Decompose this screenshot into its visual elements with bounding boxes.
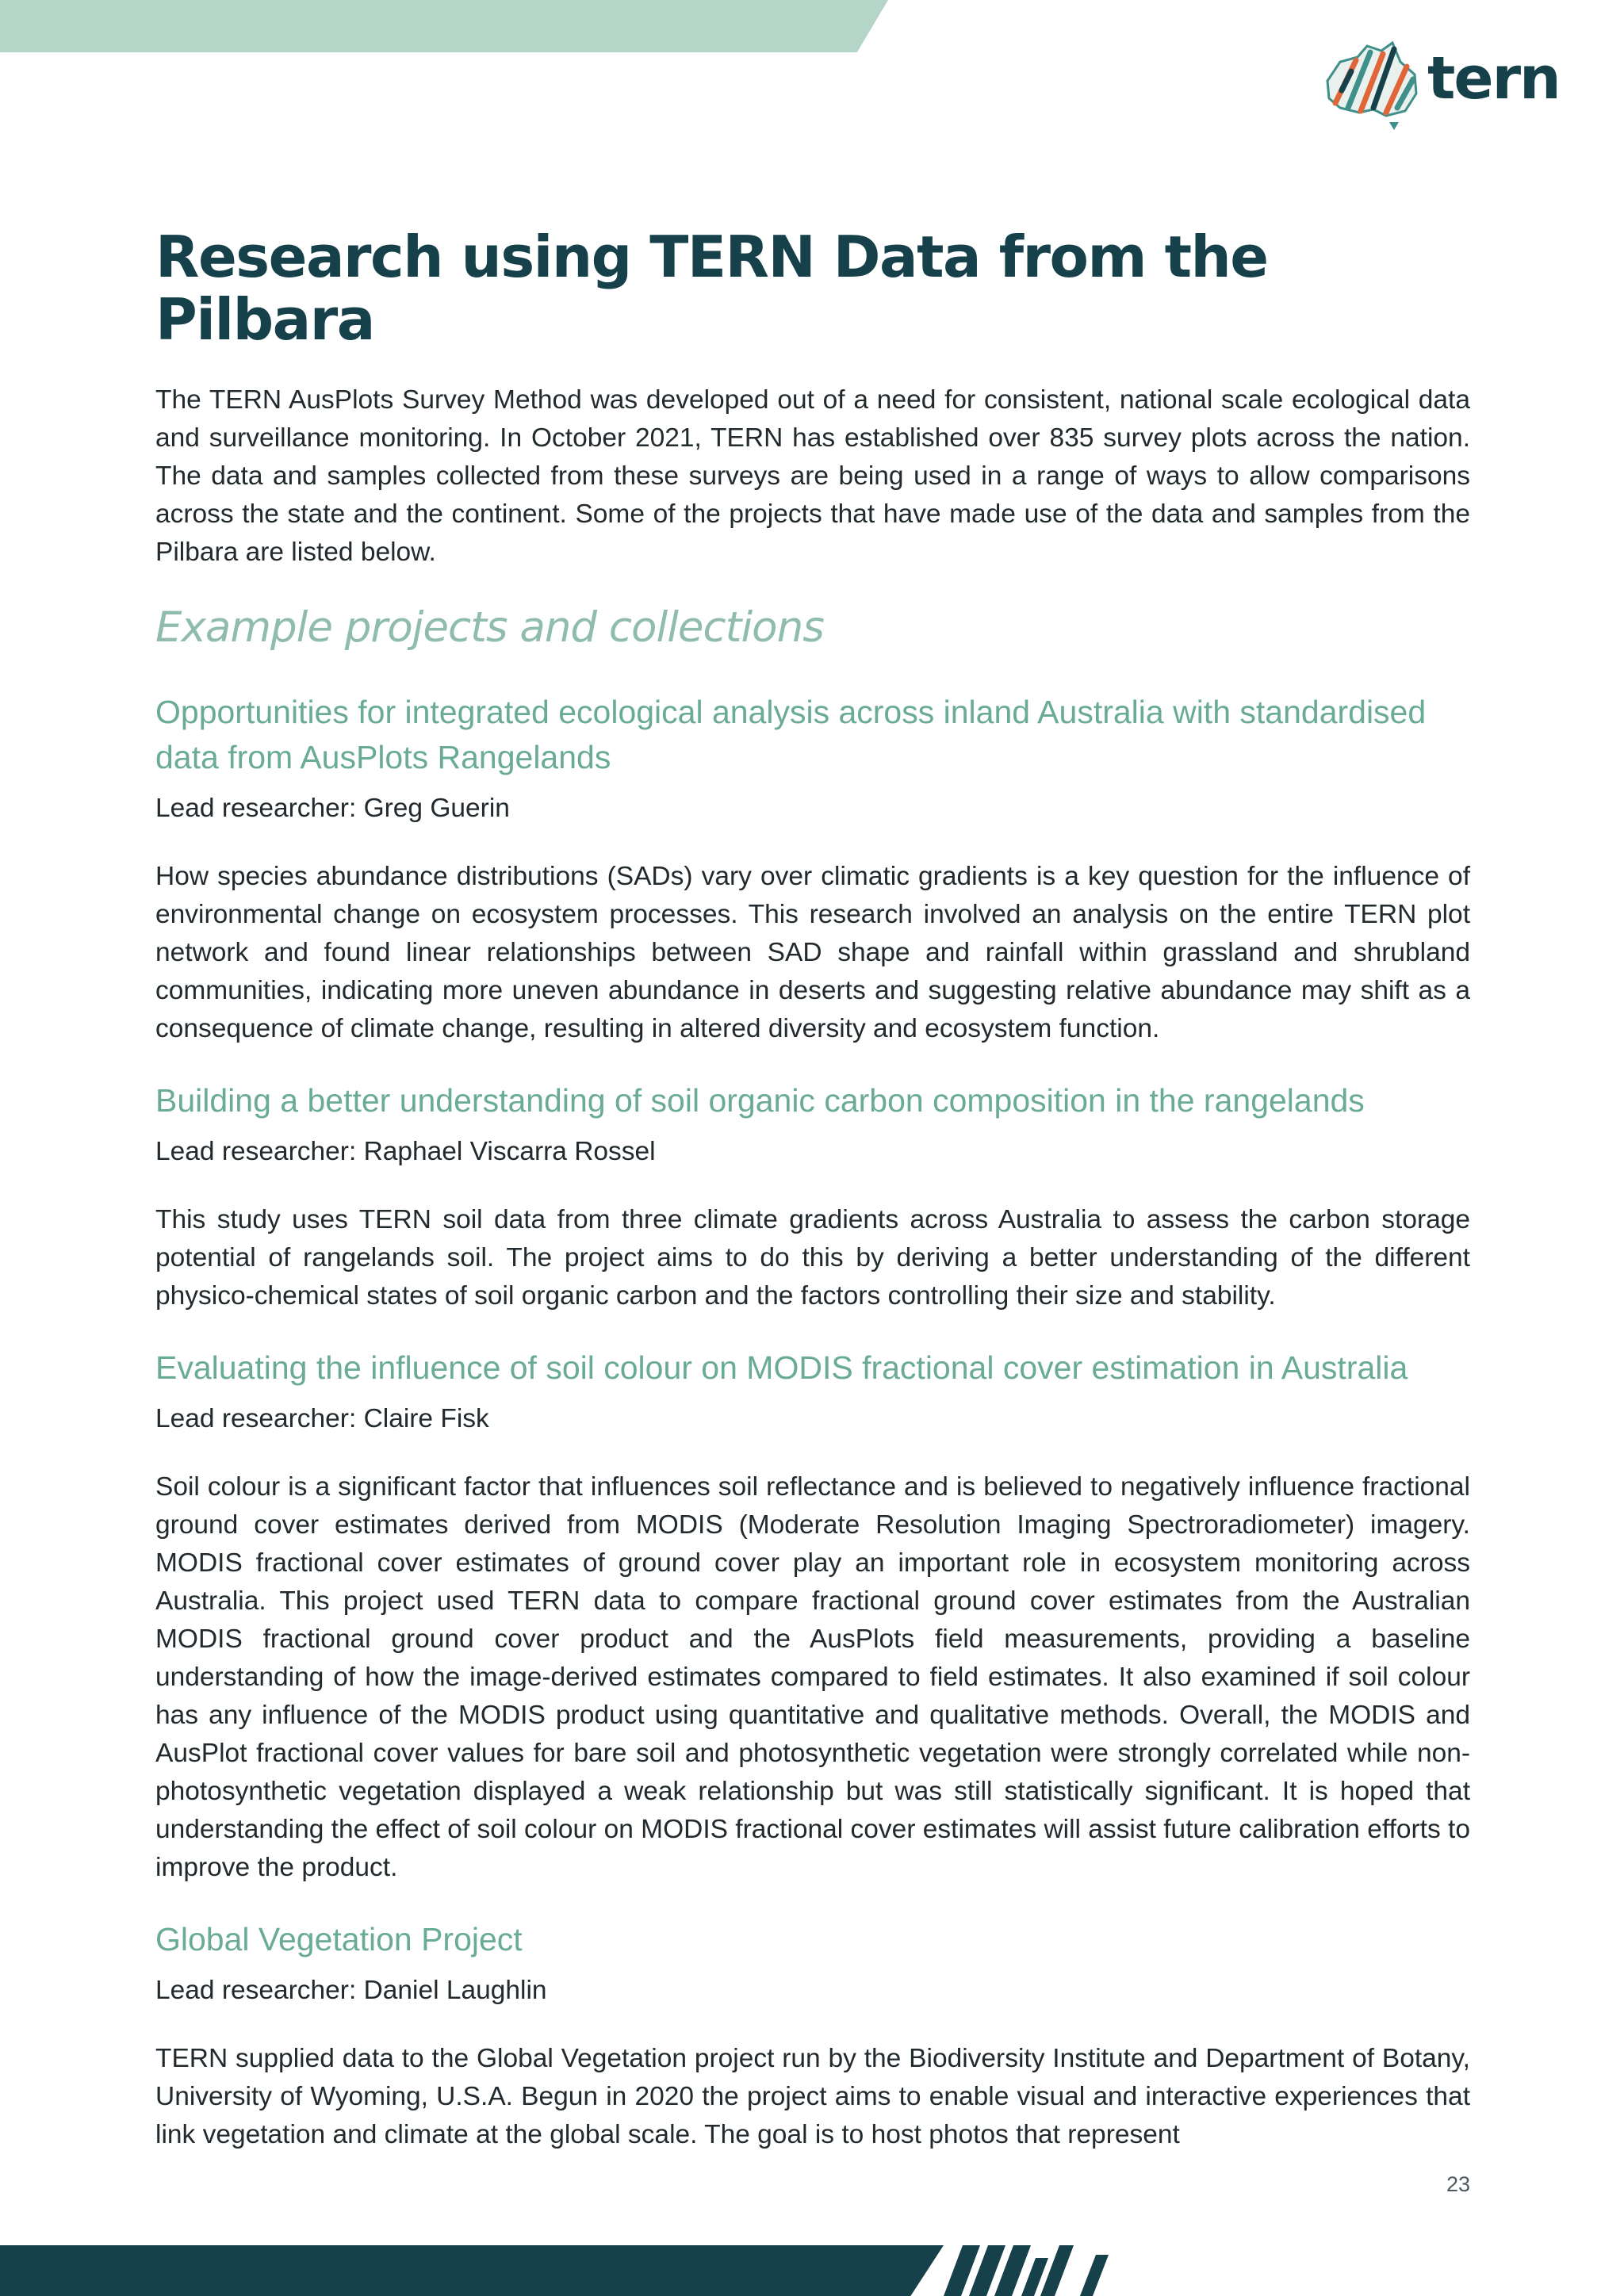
project-item bbox=[155, 1078, 1470, 1315]
project-item bbox=[155, 690, 1470, 1048]
lead-researcher: Lead researcher: Claire Fisk bbox=[155, 1403, 489, 1433]
project-description: This study uses TERN soil data from three climate gradients across Australia to assess the carbon storage potential of rangelands soil. The project aims to do this by deriving a better understanding of the different physico-chemical states of soil organic carbon and the factors controlling their size and stability. bbox=[155, 1204, 1470, 1311]
project-item bbox=[155, 1345, 1470, 1887]
footer-decorative-band bbox=[0, 2245, 944, 2296]
tern-logo[interactable] bbox=[1316, 35, 1560, 138]
project-title: Global Vegetation Project bbox=[155, 1920, 523, 1957]
australia-map-icon bbox=[1316, 35, 1427, 138]
header-decorative-band bbox=[0, 0, 888, 52]
project-title: Opportunities for integrated ecological analysis across inland Australia with standardised data from AusPlots Rangelands bbox=[155, 693, 1427, 775]
brand-name: tern bbox=[1427, 44, 1560, 113]
lead-researcher: Lead researcher: Greg Guerin bbox=[155, 793, 510, 823]
project-description: TERN supplied data to the Global Vegetation project run by the Biodiversity Institute and Department of Botany, University of Wyoming, U.S.A. Begun in 2020 the project aims to enable visual and interactive experiences that link vegetation and climate at the global scale. The goal is to host photos that represent bbox=[155, 2043, 1470, 2149]
section-title: Example projects and collections bbox=[155, 603, 824, 652]
page-number: 23 bbox=[1446, 2172, 1470, 2196]
project-title: Evaluating the influence of soil colour on MODIS fractional cover estimation in Australia bbox=[155, 1349, 1408, 1386]
page-content bbox=[155, 226, 1470, 2184]
page-title: Research using TERN Data from the Pilbara bbox=[155, 224, 1268, 354]
intro-paragraph: The TERN AusPlots Survey Method was developed out of a need for consistent, national scale ecological data and surveillance monitoring. In October 2021, TERN has established over 835 survey plots across the nation. The data and samples collected from these surveys are being used in a range of ways to allow comparisons across the state and the continent. Some of the projects that have made use of the data and samples from the Pilbara are listed below. bbox=[155, 385, 1470, 568]
project-description: Soil colour is a significant factor that influences soil reflectance and is believed to negatively influence fractional ground cover estimates derived from MODIS (Moderate Resolution Imaging Spectroradiometer) imagery. MODIS fractional cover estimates of ground cover play an important role in ecosystem monitoring across Australia. This project used TERN data to compare fractional ground cover estimates from the Australian MODIS fractional ground cover product and the AusPlots field measurements, providing a baseline understanding of how the image-derived estimates compared to field estimates. It also examined if soil colour has any influence of the MODIS product using quantitative and qualitative methods. Overall, the MODIS and AusPlot fractional cover values for bare soil and photosynthetic vegetation were strongly correlated while non- photosynthetic vegetation displayed a weak relationship but was still statistically significant. It is hoped that understanding the effect of soil colour on MODIS fractional cover estimates will assist future calibration efforts to improve the product. bbox=[155, 1471, 1470, 1882]
lead-researcher: Lead researcher: Daniel Laughlin bbox=[155, 1975, 547, 2005]
lead-researcher: Lead researcher: Raphael Viscarra Rossel bbox=[155, 1136, 656, 1166]
project-description: How species abundance distributions (SADs) vary over climatic gradients is a key question for the influence of environmental change on ecosystem processes. This research involved an analysis on the entire TERN plot network and found linear relationships between SAD shape and rainfall within grassland and shrubland communities, indicating more uneven abundance in deserts and suggesting relative abundance may shift as a consequence of climate change, resulting in altered diversity and ecosystem function. bbox=[155, 861, 1470, 1043]
footer-stripes-decoration bbox=[936, 2245, 1158, 2296]
project-title: Building a better understanding of soil organic carbon composition in the rangelands bbox=[155, 1081, 1365, 1119]
project-item bbox=[155, 1917, 1470, 2154]
